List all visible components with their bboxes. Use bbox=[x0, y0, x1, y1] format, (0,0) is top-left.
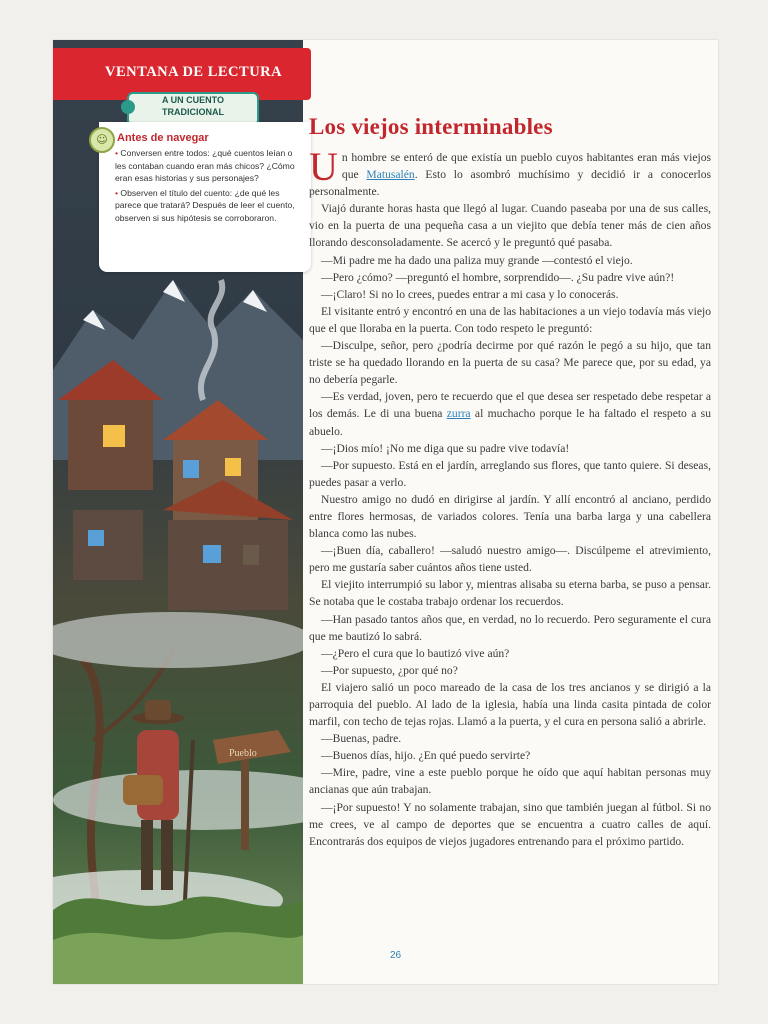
story-paragraph: —Por supuesto. Está en el jardín, arreglando sus flores, que tanto quiere. Si deseas, puedes pasar a verlo. bbox=[309, 458, 711, 489]
story-paragraph: —¡Por supuesto! Y no solamente trabajan, sino que también juegan al fútbol. Si no me crees, ve al campo de deportes que se encuentra a cuatro calles de aquí. Encontrarás dos equipos de viejos jugadores entrenando para el próximo partido. bbox=[309, 800, 711, 848]
story-paragraph: —Buenas, padre. bbox=[321, 732, 402, 746]
before-reading-box bbox=[96, 122, 311, 272]
page-number: 26 bbox=[390, 950, 402, 961]
glossary-link-matusalen[interactable]: Matusalén bbox=[366, 168, 415, 182]
box-heading: Antes de navegar bbox=[117, 132, 209, 144]
genre-tag bbox=[127, 92, 259, 126]
story-paragraph: —Por supuesto, ¿por qué no? bbox=[321, 663, 458, 677]
story-paragraph: —¡Dios mío! ¡No me diga que su padre vive todavía! bbox=[321, 441, 570, 455]
story-paragraph: El viejito interrumpió su labor y, mientras alisaba su eterna barba, se puso a pensar. Se notaba que le costaba trabajo ordenar los recuerdos. bbox=[309, 578, 711, 609]
box-bullet: • Conversen entre todos: ¿qué cuentos leían o les contaban cuando eran más chicos? ¿Cómo eran esas historias y sus personajes? bbox=[115, 148, 295, 184]
story-paragraph: —Pero ¿cómo? —preguntó el hombre, sorprendido—. ¿Su padre vive aún?! bbox=[321, 270, 675, 284]
story-title: Los viejos interminables bbox=[309, 114, 553, 139]
story-paragraph: Nuestro amigo no dudó en dirigirse al jardín. Y allí encontró al anciano, perdido entre flores hermosas, de variados colores. Tenía una barba larga y una cabellera blanca como las nubes. bbox=[309, 492, 711, 541]
story-paragraph: Un hombre se enteró de que existía un pueblo cuyos habitantes eran más viejos que Matusalén. Esto lo asombró muchísimo y decidió ir a conocerlos personalmente. bbox=[309, 144, 711, 199]
section-title: VENTANA DE LECTURA bbox=[105, 64, 283, 80]
bullet-icon: • bbox=[115, 148, 121, 158]
story-paragraph: —¿Pero el cura que lo bautizó vive aún? bbox=[321, 646, 510, 660]
story-paragraph: —Han pasado tantos años que, en verdad, no lo recuerdo. Pero seguramente el cura que me bautizó lo sabrá. bbox=[309, 612, 711, 643]
sign-text: Pueblo bbox=[229, 748, 257, 759]
story-paragraph: —¡Claro! Si no lo crees, puedes entrar a mi casa y lo conocerás. bbox=[321, 287, 619, 301]
story-paragraph: —Mire, padre, vine a este pueblo porque he oído que aquí habitan personas muy ancianas que aún trabajan. bbox=[309, 766, 711, 797]
story-paragraph: —Es verdad, joven, pero te recuerdo que el que desea ser respetado debe respetar a los demás. Le di una buena zurra al muchacho porque le ha faltado el respeto a su abuelo. bbox=[309, 390, 711, 438]
story-paragraph: —Mi padre me ha dado una paliza muy grande —contestó el viejo. bbox=[321, 253, 633, 267]
box-bullet: • Observen el título del cuento: ¿de qué les parece que tratará? Después de leer el cuento, observen si sus hipótesis se corroboraron. bbox=[115, 187, 295, 223]
book-page bbox=[53, 40, 718, 984]
story-paragraph: —¡Buen día, caballero! —saludó nuestro amigo—. Discúlpeme el atrevimiento, pero me gustaría saber cuántos años tiene usted. bbox=[309, 544, 711, 575]
tag-line-2: TRADICIONAL bbox=[162, 107, 224, 117]
story-paragraph: —Disculpe, señor, pero ¿podría decirme por qué razón le pegó a su hijo, que tan triste se ha quedado llorando en la puerta de su casa? Me parece que, por su edad, ya no debería pegarle. bbox=[309, 339, 711, 387]
story-body bbox=[309, 144, 711, 850]
tag-dot-icon bbox=[121, 100, 135, 114]
box-text bbox=[115, 147, 305, 227]
story-paragraph: El viajero salió un poco mareado de la casa de los tres ancianos y se dirigió a la parroquia del pueblo. Al lado de la iglesia, había una linda casita pintada de color marfil, con techo de tejas rojas. Llamó a la puerta, y el cura en persona salió a abrirle. bbox=[309, 680, 711, 729]
glossary-link-zurra[interactable]: zurra bbox=[446, 407, 471, 421]
bullet-icon: • bbox=[115, 187, 121, 198]
story-paragraph: El visitante entró y encontró en una de las habitaciones a un viejo todavía más viejo que el que lloraba en la puerta. Con todo respeto le preguntó: bbox=[309, 304, 711, 335]
tag-line-1: A UN CUENTO bbox=[161, 95, 224, 105]
dropcap: U bbox=[309, 144, 338, 189]
story-paragraph: —Buenos días, hijo. ¿En qué puedo servirte? bbox=[321, 749, 531, 763]
story-paragraph: Viajó durante horas hasta que llegó al lugar. Cuando paseaba por una de sus calles, vio en la puerta de una pequeña casa a un viejito que debía tener más de cien años llorando desconsoladamente. Se acercó y le preguntó qué pasaba. bbox=[309, 202, 711, 250]
speech-bubble-icon: ☺ bbox=[89, 127, 115, 153]
story-column bbox=[309, 114, 711, 850]
